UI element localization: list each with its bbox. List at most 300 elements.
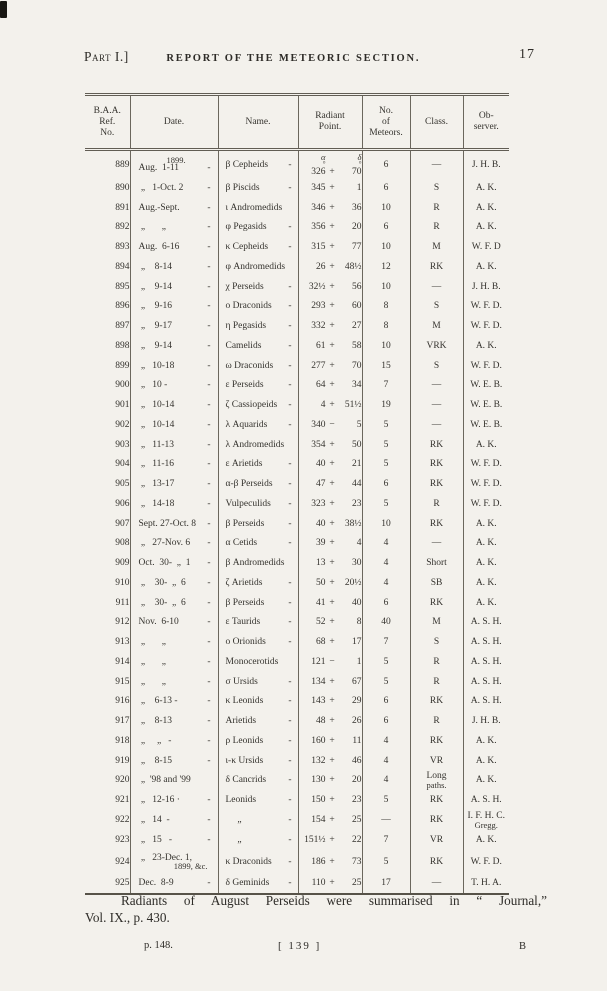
cell-name <box>218 336 298 356</box>
radiant-sign: + <box>329 795 335 806</box>
cell-ref-no: 900 <box>115 380 130 391</box>
cell-observer <box>463 198 509 218</box>
date-text: „ „ <box>138 637 166 648</box>
cell-class <box>410 751 463 771</box>
table-row <box>85 534 509 554</box>
radiant-dec: 17 <box>352 637 362 648</box>
cell-observer <box>463 652 509 672</box>
cell-observer <box>463 237 509 257</box>
date-text: „ 11-13 <box>138 439 175 450</box>
radiant-ra: 26 <box>316 261 326 272</box>
cell-meteor-count: 4 <box>362 751 410 771</box>
date-text: „ 9-14 <box>138 281 173 292</box>
cell-meteor-count: 19 <box>362 395 410 415</box>
cell-class <box>410 494 463 514</box>
cell-observer <box>463 830 509 850</box>
class-value: RK <box>429 439 444 450</box>
cell-meteor-count: 5 <box>362 455 410 475</box>
name-dash: - <box>288 419 292 430</box>
cell-ref-no: 915 <box>115 676 130 687</box>
cell-observer <box>463 257 509 277</box>
cell-ref-no: 890 <box>115 182 130 193</box>
class-value: Long <box>426 771 447 782</box>
cell-observer <box>463 218 509 238</box>
radiant-dec: 50 <box>352 439 362 450</box>
cell-ref-no: 903 <box>115 439 130 450</box>
name-dash: - <box>288 321 292 332</box>
cell-name <box>218 474 298 494</box>
name-dash: - <box>288 795 292 806</box>
cell-date <box>130 356 218 376</box>
radiant-sign: + <box>329 479 335 490</box>
date-dash: - <box>207 242 211 253</box>
date-text: „ '98 and '99 <box>138 775 191 786</box>
page-title: REPORT OF THE METEORIC SECTION. <box>166 53 421 64</box>
cell-class <box>410 810 463 830</box>
cell-date <box>130 830 218 850</box>
cell-date <box>130 297 218 317</box>
col-header-name: Name. <box>218 95 298 150</box>
radiant-dec: 8 <box>356 617 362 628</box>
radiant-dec: 60 <box>352 301 362 312</box>
cell-meteor-count: 5 <box>362 672 410 692</box>
name-dash: - <box>288 856 292 867</box>
cell-class <box>410 573 463 593</box>
cell-class <box>410 297 463 317</box>
class-value: — <box>431 538 442 549</box>
shower-name: Monocerotids <box>225 656 279 667</box>
cell-class <box>410 514 463 534</box>
cell-radiant-point <box>298 771 362 791</box>
radiant-sign: + <box>329 242 335 253</box>
table-row <box>85 198 509 218</box>
date-dash: - <box>207 400 211 411</box>
table-row <box>85 415 509 435</box>
cell-observer <box>463 494 509 514</box>
cell-radiant-point <box>298 237 362 257</box>
table-row <box>85 830 509 850</box>
cell-meteor-count: 10 <box>362 336 410 356</box>
observer-initials: W. F. D. <box>470 301 502 312</box>
class-value: S <box>433 301 440 312</box>
name-dash: - <box>288 281 292 292</box>
radiant-sign: − <box>329 656 335 667</box>
observer-initials: A. S. H. <box>470 795 502 806</box>
radiant-sign: + <box>329 538 335 549</box>
cell-meteor-count: 10 <box>362 277 410 297</box>
date-dash: - <box>207 558 211 569</box>
cell-observer <box>463 150 509 179</box>
name-dash: - <box>288 538 292 549</box>
observer-initials: A. K. <box>475 439 497 450</box>
radiant-ra: 52 <box>316 617 326 628</box>
observer-initials: W. F. D. <box>470 479 502 490</box>
name-dash: - <box>288 222 292 233</box>
date-text: „ 14-18 <box>138 498 175 509</box>
radiant-ra: 134 <box>311 676 326 687</box>
date-text: Sept. 27-Oct. 8 <box>138 518 197 529</box>
date-text: „ 13-17 <box>138 479 175 490</box>
cell-radiant-point <box>298 810 362 830</box>
table-row <box>85 395 509 415</box>
radiant-dec: 23 <box>352 498 362 509</box>
table-row <box>85 593 509 613</box>
observer-initials: I. F. H. C. <box>467 810 505 821</box>
observer-initials: A. K. <box>475 261 497 272</box>
radiant-sign: + <box>329 597 335 608</box>
cell-radiant-point <box>298 376 362 396</box>
cell-observer <box>463 316 509 336</box>
cell-class <box>410 613 463 633</box>
footer-page-ref: p. 148. <box>144 940 173 951</box>
page-number: 17 <box>519 47 535 62</box>
date-text: „ 14 - <box>138 814 170 825</box>
date-dash: - <box>207 360 211 371</box>
cell-meteor-count: 6 <box>362 711 410 731</box>
shower-name: δ Geminids <box>225 878 270 889</box>
cell-date <box>130 731 218 751</box>
cell-ref-no: 906 <box>115 498 130 509</box>
radiant-ra: 356 <box>311 222 326 233</box>
radiant-dec: 26 <box>352 716 362 727</box>
date-dash: - <box>207 795 211 806</box>
cell-observer <box>463 376 509 396</box>
cell-meteor-count: 10 <box>362 237 410 257</box>
class-value: RK <box>429 795 444 806</box>
cell-ref-no: 916 <box>115 696 130 707</box>
cell-ref-no: 914 <box>115 656 130 667</box>
table-row <box>85 810 509 830</box>
shower-name: β Piscids <box>225 182 260 193</box>
radiant-dec: 5 <box>356 419 362 430</box>
observer-initials: A. K. <box>475 340 497 351</box>
class-value: R <box>433 222 440 233</box>
date-text: „ 11-16 <box>138 459 175 470</box>
radiant-sign: + <box>329 637 335 648</box>
cell-name <box>218 573 298 593</box>
observer-initials: A. K. <box>475 222 497 233</box>
date-dash: - <box>207 202 211 213</box>
cell-meteor-count: 12 <box>362 257 410 277</box>
date-dash: - <box>207 321 211 332</box>
cell-radiant-point <box>298 830 362 850</box>
cell-meteor-count: 7 <box>362 830 410 850</box>
cell-meteor-count: 7 <box>362 376 410 396</box>
table-row <box>85 632 509 652</box>
col-header-observer: Ob- server. <box>463 95 509 150</box>
cell-radiant-point <box>298 692 362 712</box>
date-text: „ „ - <box>138 735 172 746</box>
cell-date <box>130 455 218 475</box>
class-value: RK <box>429 735 444 746</box>
cell-class <box>410 830 463 850</box>
radiant-ra: 4 <box>320 400 326 411</box>
name-dash: - <box>288 676 292 687</box>
table-row <box>85 474 509 494</box>
part-label: Part I.] <box>84 49 129 64</box>
cell-radiant-point <box>298 415 362 435</box>
date-text: „ 10-14 <box>138 419 175 430</box>
shower-name: „ <box>225 834 242 845</box>
date-dash: - <box>207 301 211 312</box>
cell-ref-no: 909 <box>115 558 130 569</box>
cell-date <box>130 632 218 652</box>
date-text: „ 10-14 <box>138 400 175 411</box>
observer-initials: A. K. <box>475 597 497 608</box>
date-text: „ 8-13 <box>138 716 173 727</box>
radiant-sign: + <box>329 400 335 411</box>
table-row <box>85 277 509 297</box>
radiant-sign: + <box>329 856 335 867</box>
cell-date <box>130 771 218 791</box>
radiant-sign: + <box>329 182 335 193</box>
cell-radiant-point <box>298 455 362 475</box>
radiant-ra: 277 <box>311 360 326 371</box>
class-value: — <box>431 878 442 889</box>
class-value: — <box>431 419 442 430</box>
observer-initials: A. S. H. <box>470 656 502 667</box>
shower-name: ε Arietids <box>225 459 263 470</box>
date-text: Oct. 30- „ 1 <box>138 558 191 569</box>
radiant-ra: 48 <box>316 716 326 727</box>
cell-observer <box>463 632 509 652</box>
cell-radiant-point <box>298 494 362 514</box>
date-dash: - <box>207 577 211 588</box>
date-text: „ 30- „ 6 <box>138 577 186 588</box>
cell-date <box>130 751 218 771</box>
cell-date <box>130 613 218 633</box>
date-dash: - <box>207 518 211 529</box>
cell-name <box>218 415 298 435</box>
cell-name <box>218 731 298 751</box>
cell-name <box>218 150 298 179</box>
radiant-ra: 332 <box>311 321 326 332</box>
cell-ref-no: 921 <box>115 795 130 806</box>
radiant-ra: 32½ <box>308 281 326 292</box>
cell-date <box>130 415 218 435</box>
radiant-dec: 36 <box>352 202 362 213</box>
observer-initials: W. F. D <box>471 242 501 253</box>
cell-date <box>130 593 218 613</box>
table-header <box>85 95 509 150</box>
class-value: RK <box>429 261 444 272</box>
radiant-ra: 61 <box>316 340 326 351</box>
name-dash: - <box>288 159 292 170</box>
cell-radiant-point <box>298 573 362 593</box>
cell-name <box>218 455 298 475</box>
cell-ref-no: 899 <box>115 360 130 371</box>
footnote-line-2: Vol. IX., p. 430. <box>85 910 170 925</box>
radiant-dec: 34 <box>352 380 362 391</box>
date-dash: - <box>207 617 211 628</box>
radiant-sign: − <box>329 419 335 430</box>
cell-name <box>218 850 298 874</box>
radiant-coord-symbols <box>299 153 362 161</box>
cell-date <box>130 257 218 277</box>
cell-class <box>410 395 463 415</box>
cell-observer <box>463 435 509 455</box>
date-dash: - <box>207 340 211 351</box>
cell-name <box>218 593 298 613</box>
radiant-ra: 143 <box>311 696 326 707</box>
cell-name <box>218 277 298 297</box>
cell-ref-no: 924 <box>115 856 130 867</box>
observer-initials: W. F. D. <box>470 856 502 867</box>
class-value: R <box>433 656 440 667</box>
alpha-symbol: α <box>321 151 326 162</box>
radiant-dec: 20 <box>352 775 362 786</box>
radiant-ra: 354 <box>311 439 326 450</box>
date-dash: - <box>207 182 211 193</box>
shower-name: δ Cancrids <box>225 775 267 786</box>
class-value: M <box>432 617 441 628</box>
cell-name <box>218 218 298 238</box>
class-value: R <box>433 716 440 727</box>
table-row <box>85 790 509 810</box>
date-dash: - <box>207 439 211 450</box>
cell-meteor-count: 4 <box>362 771 410 791</box>
cell-date <box>130 790 218 810</box>
radiant-ra: 121 <box>311 656 326 667</box>
cell-meteor-count: 5 <box>362 435 410 455</box>
radiant-ra: 110 <box>311 878 326 889</box>
cell-date <box>130 336 218 356</box>
observer-initials: W. F. D. <box>470 459 502 470</box>
observer-initials: J. H. B. <box>471 281 501 292</box>
date-text: Nov. 6-10 <box>138 617 179 628</box>
class-value: RK <box>429 459 444 470</box>
table-row <box>85 652 509 672</box>
cell-date <box>130 474 218 494</box>
class-value: SB <box>430 577 443 588</box>
radiant-ra: 346 <box>311 202 326 213</box>
class-value: RK <box>429 814 444 825</box>
cell-class <box>410 178 463 198</box>
name-dash: - <box>288 597 292 608</box>
radiant-dec: 46 <box>352 755 362 766</box>
cell-observer <box>463 790 509 810</box>
shower-name: λ Andromedids <box>225 439 285 450</box>
radiant-dec: 40 <box>352 597 362 608</box>
observer-initials: J. H. B. <box>471 159 501 170</box>
class-value: VR <box>429 755 444 766</box>
table-row <box>85 573 509 593</box>
name-dash: - <box>288 459 292 470</box>
radiant-dec: 25 <box>352 878 362 889</box>
cell-observer <box>463 850 509 874</box>
radiant-dec: 70 <box>352 360 362 371</box>
cell-class <box>410 198 463 218</box>
table-row <box>85 150 509 179</box>
cell-class <box>410 257 463 277</box>
degree-mark: ° <box>322 159 326 168</box>
radiant-dec: 67 <box>352 676 362 687</box>
radiant-sign: + <box>329 222 335 233</box>
cell-ref-no: 901 <box>115 400 130 411</box>
cell-observer <box>463 810 509 830</box>
date-text: Dec. 8-9 <box>138 878 174 889</box>
radiant-dec: 56 <box>352 281 362 292</box>
radiant-dec: 27 <box>352 321 362 332</box>
printer-signature-mark: B <box>519 941 527 952</box>
observer-initials: W. E. B. <box>470 419 503 430</box>
cell-class <box>410 672 463 692</box>
col-header-meteors: No. of Meteors. <box>362 95 410 150</box>
date-text: „ 1-Oct. 2 <box>138 182 184 193</box>
cell-name <box>218 553 298 573</box>
cell-observer <box>463 455 509 475</box>
cell-meteor-count: 5 <box>362 415 410 435</box>
date-dash: - <box>207 814 211 825</box>
class-value: R <box>433 498 440 509</box>
date-text: „ 23-Dec. 1, <box>138 853 193 863</box>
shower-name: σ Ursids <box>225 676 258 687</box>
cell-radiant-point <box>298 277 362 297</box>
cell-name <box>218 376 298 396</box>
observer-initials: A. K. <box>475 775 497 786</box>
date-year-label: 1899. <box>166 155 186 165</box>
cell-radiant-point <box>298 731 362 751</box>
cell-class <box>410 237 463 257</box>
observer-initials: A. K. <box>475 182 497 193</box>
shower-name: „ <box>225 814 242 825</box>
cell-date <box>130 237 218 257</box>
shower-name: Arietids <box>225 716 257 727</box>
date-text: „ 12-16 · <box>138 795 180 806</box>
class-value: VR <box>429 834 444 845</box>
cell-date <box>130 150 218 179</box>
date-text: „ 27-Nov. 6 <box>138 538 191 549</box>
radiant-sign: + <box>329 878 335 889</box>
radiant-ra: 315 <box>311 242 326 253</box>
cell-observer <box>463 751 509 771</box>
class-value: — <box>431 281 442 292</box>
scan-edge-mark <box>0 1 7 18</box>
radiant-dec: 21 <box>352 459 362 470</box>
cell-date <box>130 573 218 593</box>
shower-name: Camelids <box>225 340 262 351</box>
shower-name: α Cetids <box>225 538 258 549</box>
radiant-dec: 4 <box>356 538 362 549</box>
table-row <box>85 692 509 712</box>
observer-initials: W. F. D. <box>470 321 502 332</box>
cell-ref-no: 894 <box>115 261 130 272</box>
radiant-sign: + <box>329 696 335 707</box>
cell-class <box>410 771 463 791</box>
cell-class <box>410 376 463 396</box>
cell-ref-no: 911 <box>115 597 130 608</box>
class-value-line2: paths. <box>426 780 447 791</box>
date-dash: - <box>207 878 211 889</box>
shower-name: φ Pegasids <box>225 222 267 233</box>
cell-meteor-count: 6 <box>362 150 410 179</box>
cell-class <box>410 336 463 356</box>
shower-name: Vulpeculids <box>225 498 271 509</box>
date-dash: - <box>207 538 211 549</box>
cell-meteor-count: 6 <box>362 178 410 198</box>
cell-date <box>130 534 218 554</box>
shower-name: ζ Cassiopeids <box>225 400 278 411</box>
radiant-sign: + <box>329 301 335 312</box>
date-dash: - <box>207 222 211 233</box>
radiant-dec: 22 <box>352 834 362 845</box>
class-value: S <box>433 637 440 648</box>
cell-radiant-point <box>298 150 362 179</box>
cell-ref-no: 913 <box>115 637 130 648</box>
class-value: RK <box>429 696 444 707</box>
radiant-sign: + <box>329 166 335 177</box>
cell-class <box>410 593 463 613</box>
